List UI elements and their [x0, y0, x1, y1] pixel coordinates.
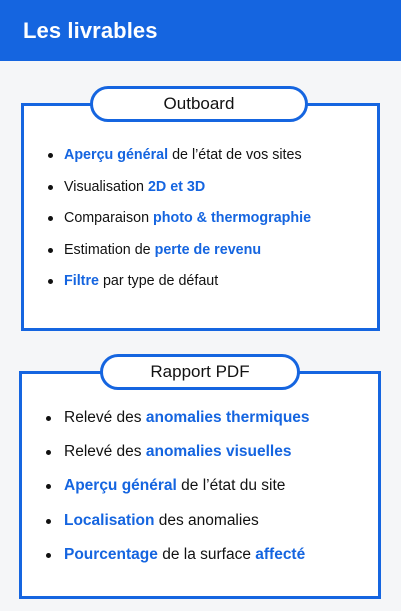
highlighted-text: 2D et 3D — [147, 178, 206, 195]
item-text: des anomalies — [154, 511, 259, 529]
highlighted-text: affecté — [255, 545, 306, 563]
highlighted-text: Localisation — [64, 511, 155, 529]
bullet-icon — [48, 279, 53, 284]
bullet-icon — [46, 450, 51, 455]
list-item — [48, 177, 311, 209]
highlighted-text: Aperçu général — [64, 147, 169, 163]
bullet-icon — [48, 248, 53, 253]
item-text: de la surface — [157, 545, 256, 563]
deliverables-list-outboard — [48, 145, 311, 303]
list-item — [46, 545, 310, 579]
item-text: Relevé des — [64, 443, 146, 461]
header-bar — [0, 0, 401, 61]
section-title-outboard: Outboard — [90, 86, 308, 122]
highlighted-text: anomalies visuelles — [145, 443, 292, 461]
bullet-icon — [48, 216, 53, 221]
list-item — [48, 208, 311, 240]
item-text: Visualisation — [64, 178, 148, 195]
highlighted-text: perte de revenu — [154, 241, 262, 258]
highlighted-text: Pourcentage — [64, 545, 158, 563]
list-item — [46, 476, 310, 510]
item-text: Relevé des — [64, 409, 146, 426]
item-text: de l’état du site — [176, 477, 286, 495]
list-item — [48, 240, 311, 272]
list-item — [46, 442, 310, 476]
highlighted-text: anomalies thermiques — [145, 409, 310, 426]
list-item — [46, 511, 310, 545]
item-text: par type de défaut — [98, 273, 219, 289]
bullet-icon — [48, 185, 53, 190]
bullet-icon — [46, 416, 51, 421]
bullet-icon — [48, 153, 53, 158]
highlighted-text: photo & thermographie — [153, 210, 312, 226]
bullet-icon — [46, 484, 51, 489]
item-text: Comparaison — [64, 210, 153, 226]
section-title-rapport-pdf: Rapport PDF — [100, 354, 300, 390]
highlighted-text: Aperçu général — [64, 477, 177, 495]
page-title: Les livrables — [23, 18, 158, 43]
list-item — [46, 408, 310, 442]
highlighted-text: Filtre — [64, 273, 99, 289]
item-text: de l’état de vos sites — [168, 147, 302, 163]
item-text: Estimation de — [64, 241, 155, 258]
bullet-icon — [46, 519, 51, 524]
bullet-icon — [46, 553, 51, 558]
list-item — [48, 145, 311, 177]
list-item — [48, 271, 311, 303]
deliverables-list-rapport-pdf — [46, 408, 310, 579]
